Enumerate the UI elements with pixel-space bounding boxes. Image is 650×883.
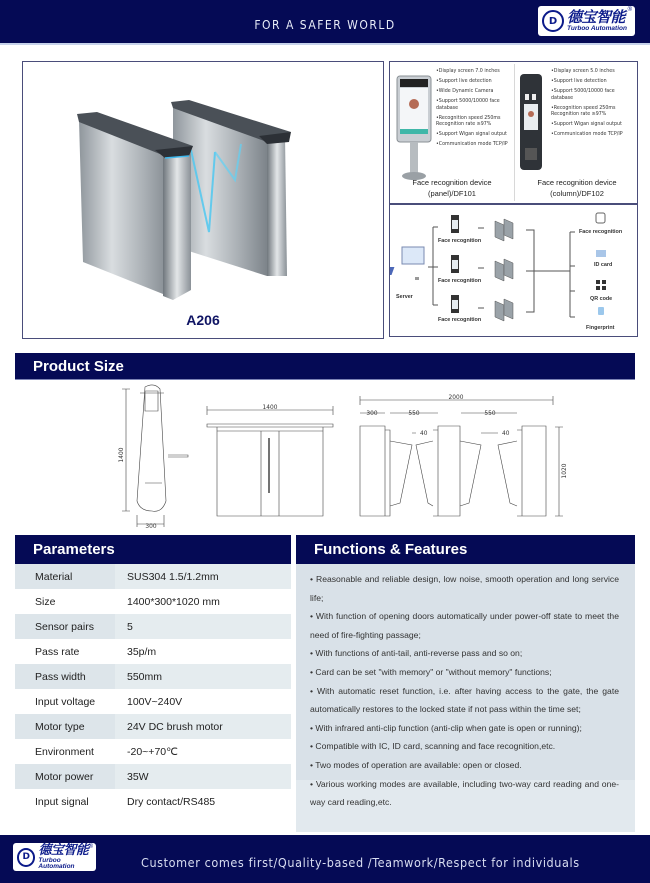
terminal-icon (451, 215, 459, 313)
brand-logo (538, 6, 635, 36)
df102-spec-list (551, 68, 636, 141)
table-row: Material SUS304 1.5/1.2mm (15, 564, 291, 589)
spec-item: •Support Wigan signal output (436, 131, 507, 138)
df101-spec-list (436, 68, 511, 151)
feature-item: • Compatible with IC, ID card, scanning and face recognition,etc. (310, 741, 556, 752)
method-label: ID card (594, 262, 613, 268)
face-scan-icon (596, 213, 605, 223)
functions-heading: Functions & Features (296, 535, 635, 564)
functions-list (296, 564, 635, 832)
table-row: Pass rate 35p/m (15, 639, 291, 664)
spec-item: •Support live detection (436, 78, 492, 84)
dim-total-width: 2000 (448, 393, 464, 401)
df101-caption: Face recognition device (panel)/DF101 (412, 178, 492, 198)
gate-icon (495, 219, 513, 321)
header-tagline: FOR A SAFER WORLD (254, 18, 396, 32)
page-header (0, 0, 650, 45)
product-image-panel (22, 61, 384, 339)
column-device-image (518, 70, 544, 180)
dim-gap-1: 40 (420, 429, 428, 437)
dim-passage-2: 550 (484, 409, 496, 417)
front-view-drawing (207, 406, 333, 516)
feature-item: • With infrared anti-clip function (anti-clip when gate is open or running); (310, 722, 582, 733)
dim-front-length: 1400 (262, 403, 278, 411)
fingerprint-icon (598, 307, 604, 315)
method-label: QR code (590, 296, 613, 302)
feature-item: • Reasonable and reliable design, low noise, smooth operation and long service life; (310, 574, 619, 603)
feature-item: • With function of opening doors automatically under power-off state to meet the need of fire-fighting passage; (310, 611, 619, 640)
system-diagram (389, 204, 638, 337)
feature-item: • With automatic reset function, i.e. after having access to the gate, the gate automatically restores to the locked state if not pass within the time set; (310, 685, 619, 715)
server-label: Server (396, 294, 413, 300)
footer-brand-logo (13, 843, 96, 871)
parameters-heading: Parameters (15, 535, 291, 564)
device-df101 (390, 62, 514, 205)
terminal-label: Face recognition (438, 278, 482, 284)
logo-english-name: Turboo Automation (567, 24, 627, 32)
spec-item: •Recognition speed 250ms Recognition rate ≥97% (436, 114, 501, 128)
front-cabinet-end (163, 148, 191, 300)
method-label: Fingerprint (586, 325, 615, 331)
dim-gap-2: 40 (502, 429, 510, 437)
spec-item: •Recognition speed 250ms Recognition rate ≥97% (551, 104, 616, 118)
spec-item: •Support 5000/10000 face database (551, 88, 615, 101)
spec-item: •Communication mode TCP/IP (436, 141, 508, 148)
feature-item: • With functions of anti-tail, anti-reverse pass and so on; (310, 648, 523, 659)
logo-mark-icon: D (17, 848, 35, 867)
page-footer (0, 835, 650, 883)
feature-item: • Card can be set "with memory" or "without memory" functions; (310, 666, 552, 677)
feature-item: • Various working modes are available, including two-way card reading and one-way card reading,etc. (310, 778, 619, 808)
back-cabinet-end (267, 136, 287, 276)
face-device-panel (389, 61, 638, 204)
server-computer-icon (390, 247, 424, 280)
table-row: Motor type 24V DC brush motor (15, 714, 291, 739)
method-label: Face recognition (579, 229, 623, 235)
spec-item: •Support Wigan signal output (551, 121, 622, 128)
dim-height: 1020 (560, 463, 568, 479)
product-model: A206 (186, 312, 220, 328)
dim-side-height: 1400 (117, 447, 125, 463)
side-view-drawing (122, 385, 188, 527)
system-diagram-lines (390, 205, 639, 338)
table-row: Motor power 35W (15, 764, 291, 789)
table-row: Size 1400*300*1020 mm (15, 589, 291, 614)
spec-item: •Display screen 7.0 inches (436, 68, 500, 74)
dimension-drawings (100, 383, 620, 531)
footer-motto: Customer comes first/Quality-based /Teamwork/Respect for individuals (141, 855, 580, 870)
table-row: Pass width 550mm (15, 664, 291, 689)
registered-mark: ® (88, 844, 93, 850)
spec-item: •Support live detection (551, 78, 607, 84)
dim-passage-1: 550 (408, 409, 420, 417)
dim-side-width: 300 (145, 522, 157, 530)
parameters-table (15, 564, 291, 814)
table-row: Environment -20~+70℃ (15, 739, 291, 764)
registered-mark: ® (627, 7, 632, 13)
spec-item: •Support 5000/10000 face database (436, 98, 500, 111)
table-row: Input signal Dry contact/RS485 (15, 789, 291, 814)
logo-english-name: Turboo Automation (38, 856, 75, 870)
device-df102 (515, 62, 639, 205)
product-size-heading: Product Size (15, 353, 635, 380)
spec-item: •Display screen 5.0 inches (551, 68, 615, 74)
df102-caption: Face recognition device (column)/DF102 (537, 178, 617, 198)
logo-mark-icon: D (542, 10, 564, 32)
terminal-label: Face recognition (438, 317, 482, 323)
spec-item: •Wide Dynamic Camera (436, 88, 494, 94)
spec-item: •Communication mode TCP/IP (551, 131, 623, 138)
id-card-icon (596, 250, 606, 257)
logo-chinese-name: 德宝智能 (567, 7, 626, 26)
panel-device-image (394, 74, 434, 184)
top-view-drawing (360, 396, 563, 516)
terminal-label: Face recognition (438, 238, 482, 244)
turnstile-illustration (23, 62, 385, 340)
dim-cabinet-width: 300 (366, 409, 378, 417)
logo-chinese-name: 德宝智能 (38, 842, 89, 858)
table-row: Sensor pairs 5 (15, 614, 291, 639)
table-row: Input voltage 100V~240V (15, 689, 291, 714)
feature-item: • Two modes of operation are available: open or closed. (310, 759, 522, 770)
qr-code-icon (596, 280, 606, 290)
